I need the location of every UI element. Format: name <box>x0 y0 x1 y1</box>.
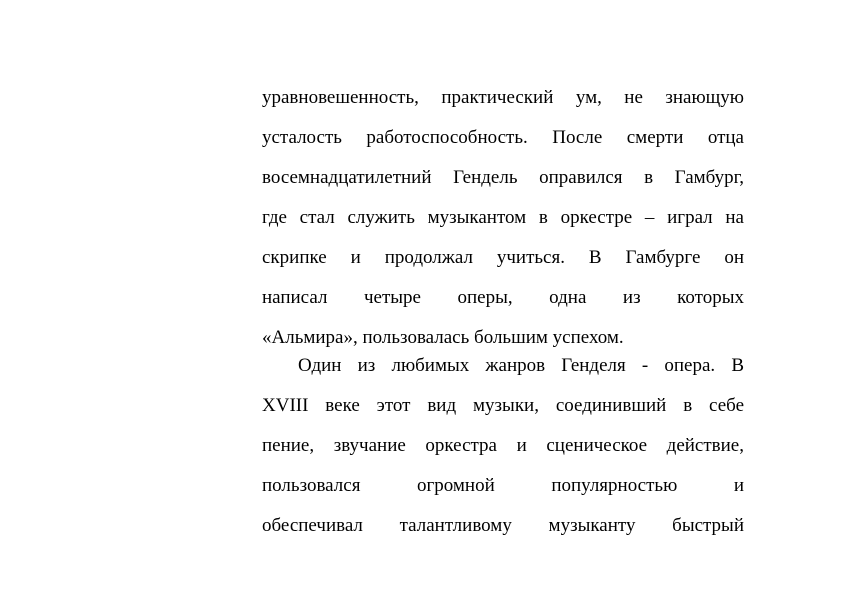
text-line: обеспечивал талантливому музыканту быстрый <box>262 515 744 536</box>
text-line: где стал служить музыкантом в оркестре – играл на <box>262 207 744 228</box>
text-line: пение, звучание оркестра и сценическое действие, <box>262 435 744 456</box>
text-line: пользовался огромной популярностью и <box>262 475 744 496</box>
text-line: XVIII веке этот вид музыки, соединивший в себе <box>262 395 744 416</box>
text-line: восемнадцатилетний Гендель оправился в Гамбург, <box>262 167 744 188</box>
paragraph-end-line: «Альмира», пользовалась большим успехом. <box>262 327 624 348</box>
paragraph-first-line: Один из любимых жанров Генделя - опера. В <box>298 355 744 376</box>
text-line: уравновешенность, практический ум, не знающую <box>262 87 744 108</box>
text-line: написал четыре оперы, одна из которых <box>262 287 744 308</box>
text-line: усталость работоспособность. После смерти отца <box>262 127 744 148</box>
text-line: скрипке и продолжал учиться. В Гамбурге он <box>262 247 744 268</box>
